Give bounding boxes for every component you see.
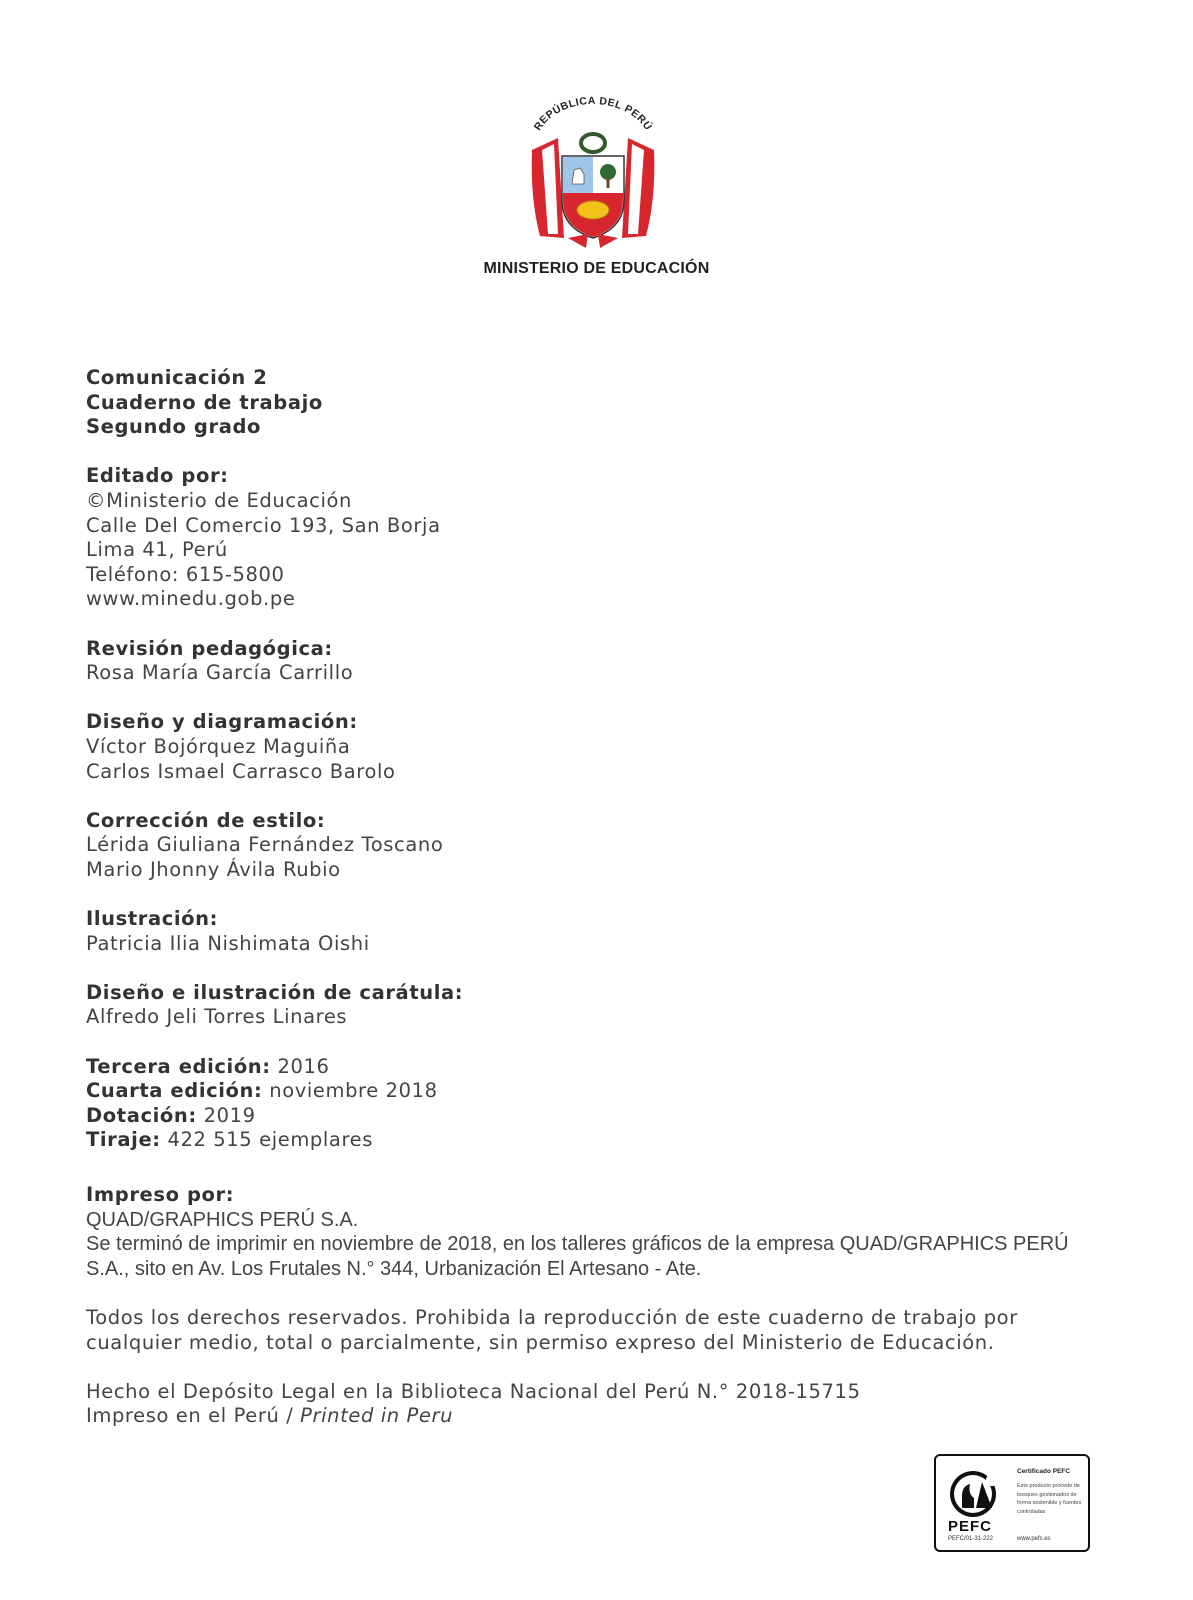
design-block	[86, 710, 1096, 784]
edited-by-label: Editado por:	[86, 464, 229, 488]
illustration-block	[86, 907, 1096, 956]
printed-by-block	[86, 1183, 1096, 1281]
edition-line: Cuarta edición: noviembre 2018	[86, 1079, 438, 1103]
pefc-description: Este producto procede de bosques gestionados de forma sostenible y fuentes controladas	[1017, 1483, 1082, 1515]
publisher-address: Calle Del Comercio 193, San Borja	[86, 513, 441, 537]
cover-design-person: Alfredo Jeli Torres Linares	[86, 1005, 348, 1029]
deposit-block	[86, 1380, 1096, 1429]
publisher-phone: Teléfono: 615-5800	[86, 562, 285, 586]
legal-deposit: Hecho el Depósito Legal en la Biblioteca Nacional del Perú N.° 2018-15715	[86, 1379, 861, 1403]
review-person: Rosa María García Carrillo	[86, 661, 354, 685]
book-title-block	[86, 366, 1096, 440]
publisher-city: Lima 41, Perú	[86, 538, 228, 562]
book-grade: Segundo grado	[86, 415, 262, 439]
book-subtitle: Cuaderno de trabajo	[86, 390, 323, 414]
pefc-code: PEFC/01-31-222	[948, 1536, 994, 1542]
coat-of-arms-logo	[528, 88, 658, 253]
pefc-brand: PEFC	[948, 1518, 993, 1535]
publisher-name: ©Ministerio de Educación	[86, 488, 353, 512]
svg-text:REPÚBLICA DEL PERÚ: REPÚBLICA DEL PERÚ	[531, 94, 655, 133]
review-label: Revisión pedagógica:	[86, 636, 333, 660]
edition-line: Tiraje: 422 515 ejemplares	[86, 1128, 374, 1152]
rights-notice: Todos los derechos reservados. Prohibida la reproducción de este cuaderno de trabajo por cualquier medio, total o parcialmente, sin permiso expreso del Ministerio de Educación.	[86, 1305, 1018, 1354]
edited-by-block	[86, 464, 1096, 612]
style-correction-person: Mario Jhonny Ávila Rubio	[86, 857, 341, 881]
edition-line: Dotación: 2019	[86, 1103, 256, 1127]
illustration-person: Patricia Ilia Nishimata Oishi	[86, 931, 370, 955]
editions-block	[86, 1055, 1096, 1153]
illustration-label: Ilustración:	[86, 907, 219, 931]
cover-design-block	[86, 981, 1096, 1030]
pefc-website: www.pefc.es	[1017, 1536, 1051, 1542]
edition-line: Tercera edición: 2016	[86, 1054, 330, 1078]
pefc-certification-badge	[934, 1454, 1090, 1552]
style-correction-person: Lérida Giuliana Fernández Toscano	[86, 833, 444, 857]
publisher-website: www.minedu.gob.pe	[86, 587, 296, 611]
printed-by-label: Impreso por:	[86, 1183, 235, 1206]
review-block	[86, 637, 1096, 686]
pefc-trees-icon	[948, 1468, 1002, 1520]
style-correction-block	[86, 809, 1096, 883]
credits-content	[86, 366, 1096, 1454]
design-person: Víctor Bojórquez Maguiña	[86, 734, 351, 758]
ministry-name: MINISTERIO DE EDUCACIÓN	[483, 260, 710, 277]
style-correction-label: Corrección de estilo:	[86, 808, 326, 832]
printed-in: Impreso en el Perú / Printed in Peru	[86, 1404, 454, 1428]
printing-note: Se terminó de imprimir en noviembre de 2018, en los talleres gráficos de la empresa QUAD/GRAPHICS PERÚ S.A., sito en Av. Los Frutales N.° 344, Urbanización El Artesano - Ate.	[86, 1233, 1069, 1280]
design-label: Diseño y diagramación:	[86, 710, 358, 734]
printer-name: QUAD/GRAPHICS PERÚ S.A.	[86, 1208, 359, 1231]
cover-design-label: Diseño e ilustración de carátula:	[86, 980, 464, 1004]
pefc-cert-title: Certificado PEFC	[1017, 1468, 1071, 1475]
book-title: Comunicación 2	[86, 366, 268, 389]
design-person: Carlos Ismael Carrasco Barolo	[86, 759, 396, 783]
